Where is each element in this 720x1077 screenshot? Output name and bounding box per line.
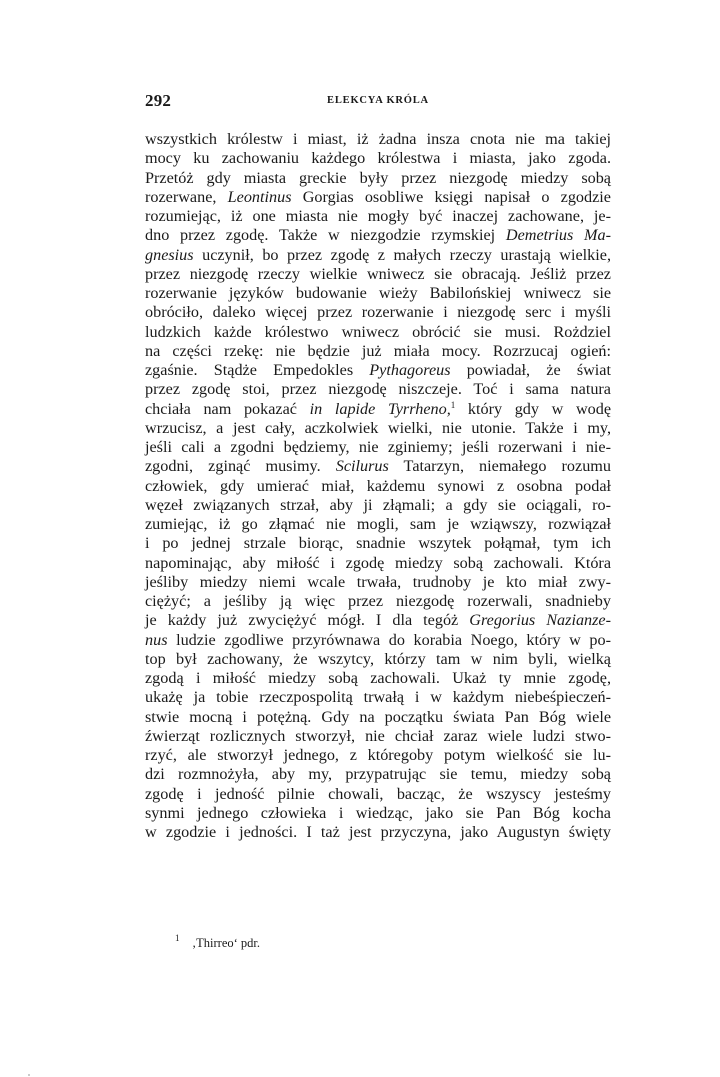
italic-name: Pythagoreus [369, 361, 451, 379]
text-run: dzi rozmnożyła, aby my, przypatrując sie temu, miedzy sobą [145, 765, 611, 784]
text-run: ludzkich każde królestwo wniwecz obrócić sie musi. Rożdziel [145, 322, 611, 341]
text-line [145, 361, 611, 380]
text-run: zumiejąc, iż go złąmać nie mogli, sam je wziąwszy, rozwiązał [145, 515, 611, 533]
text-line [145, 400, 611, 419]
text-line [145, 457, 611, 476]
text-line [145, 342, 611, 361]
text-line [145, 785, 611, 804]
page-number: 292 [145, 91, 172, 110]
text-run: ukażę ja tobie rzeczpospolitą trwałą i w każdym niebeśpieczeń- [145, 688, 611, 707]
text-run: synmi jednego człowieka i wiedząc, jako sie Pan Bóg kocha [145, 803, 611, 822]
text-line [145, 765, 611, 784]
text-line [145, 688, 611, 707]
text-run: jeśliby miedzy niemi wcale trwała, trudnoby je kto miał zwy- [145, 572, 611, 591]
text-line [145, 303, 611, 322]
text-run: Tatarzyn, niemałego rozumu [388, 457, 611, 476]
text-line [145, 226, 611, 245]
text-run: i po jednej strzale biorąc, snadnie wszytek połąmał, tym ich [145, 534, 611, 553]
text-run: rozerwane, [145, 187, 228, 206]
text-run: wszystkich królestw i miast, iż żadna insza cnota nie ma takiej [145, 130, 611, 148]
text-line [145, 650, 611, 669]
text-run: w zgodzie i jedności. I taż jest przyczyna, jako Augustyn święty [145, 823, 611, 841]
text-line [145, 746, 611, 765]
running-title: ELEKCYA KRÓLA [327, 95, 429, 106]
text-line [145, 265, 611, 284]
text-run: przez zgodę stoi, przez niezgodę niszczeje. Toć i sama natura [145, 380, 611, 399]
text-run: powiadał, że świat [450, 361, 611, 379]
text-run: węzeł związanych strzał, aby ji złąmali; a gdy sie ociągali, ro- [145, 495, 611, 514]
text-line [145, 573, 611, 592]
text-line [145, 207, 611, 226]
text-line [145, 323, 611, 342]
text-run: rozerwanie języków budowanie wieży Babilońskiej wniwecz sie [145, 284, 611, 302]
text-run: chciała nam pokazać [145, 399, 310, 418]
text-line [145, 130, 611, 149]
text-run: zgodę i jedność pilnie chowali, bacząc, że wszyscy jesteśmy [145, 784, 611, 803]
text-line [145, 419, 611, 438]
text-run: człowiek, gdy umierać miał, każdemu synowi z osobna podał [145, 476, 611, 495]
text-run: wrzucisz, a jest cały, aczkolwiek wielki, nie utonie. Także i my, [145, 418, 611, 437]
body-text [145, 130, 611, 842]
italic-name: gnesius [145, 245, 194, 264]
text-line [145, 438, 611, 457]
footnote-text: ‚Thirreo‘ pdr. [192, 936, 261, 950]
text-line [145, 496, 611, 515]
footnote-marker: 1 [175, 933, 180, 943]
text-run: rzyć, ale stworzył jednego, z któregoby potym wielkość sie lu- [145, 746, 611, 764]
text-run: Gorgias osobliwe księgi napisał o zgodzie [291, 187, 611, 206]
text-run: rozumiejąc, iż one miasta nie mogły być inaczej zachowane, je- [145, 207, 611, 225]
italic-name: Leontinus [227, 187, 292, 206]
text-line [145, 169, 611, 188]
italic-name: in lapide Tyrrheno, [309, 399, 451, 418]
text-line [145, 708, 611, 727]
text-run: zgodni, zginąć musimy. [145, 457, 336, 476]
italic-name: Demetrius Ma- [505, 226, 612, 245]
text-run: stwie mocną i potężną. Gdy na początku świata Pan Bóg wiele [145, 707, 611, 726]
text-line [145, 380, 611, 399]
text-run: Przetóż gdy miasta greckie były przez niezgodę miedzy sobą [145, 168, 611, 187]
text-line [145, 631, 611, 650]
text-run: top był zachowany, że wszytcy, którzy tam w nim byli, wielką [145, 649, 611, 668]
text-line [145, 246, 611, 265]
text-line [145, 149, 611, 168]
footnote [175, 933, 261, 951]
text-line [145, 592, 611, 611]
text-line [145, 611, 611, 630]
running-head [145, 91, 611, 111]
text-run: na części rzekę: nie będzie już miała mocy. Rozrzucaj ogień: [145, 341, 611, 360]
text-line [145, 284, 611, 303]
text-line [145, 804, 611, 823]
italic-name: nus [145, 630, 168, 649]
text-run: zgodą i miłość miedzy sobą zachowali. Ukaż ty mnie zgodę, [145, 669, 611, 687]
scan-artifact-dot [28, 1074, 30, 1076]
text-line [145, 823, 611, 842]
text-line [145, 669, 611, 688]
text-line [145, 515, 611, 534]
text-run: ciężyć; a jeśliby ją więc przez niezgodę rozerwali, snadnieby [145, 592, 611, 610]
text-run: napominając, aby miłość i zgodę miedzy sobą zachowali. Która [145, 553, 611, 572]
text-run: przez niezgodę rzeczy wielkie wniwecz sie obracają. Jeśliż przez [145, 264, 611, 283]
text-run: zgaśnie. Stądże Empedokles [145, 361, 370, 379]
text-line [145, 477, 611, 496]
text-run: uczynił, bo przez zgodę z małych rzeczy urastają wielkie, [193, 245, 611, 264]
text-run: mocy ku zachowaniu każdego królestwa i miasta, jako zgoda. [145, 149, 611, 168]
text-run: jeśli cali a zgodni będziemy, nie zginiemy; jeśli rozerwani i nie- [145, 438, 611, 456]
text-line [145, 554, 611, 573]
text-run: źwierząt rozlicznych stworzył, nie chciał zaraz wiele ludzi stwo- [145, 726, 611, 745]
italic-name: Scilurus [335, 457, 389, 476]
footnote-ref: 1 [450, 399, 456, 410]
italic-name: Gregorius Nazianze- [469, 611, 612, 630]
text-run: dno przez zgodę. Także w niezgodzie rzymskiej [145, 226, 506, 245]
text-run: je każdy już zwyciężyć mógł. I dla tegóż [145, 611, 470, 630]
text-line [145, 534, 611, 553]
text-line [145, 727, 611, 746]
text-run: ludzie zgodliwe przyrównawa do korabia Noego, który w po- [167, 630, 611, 649]
text-run: obróciło, daleko więcej przez rozerwanie i niezgodę serc i myśli [145, 303, 611, 322]
text-line [145, 188, 611, 207]
text-run: który gdy w wodę [455, 399, 612, 418]
